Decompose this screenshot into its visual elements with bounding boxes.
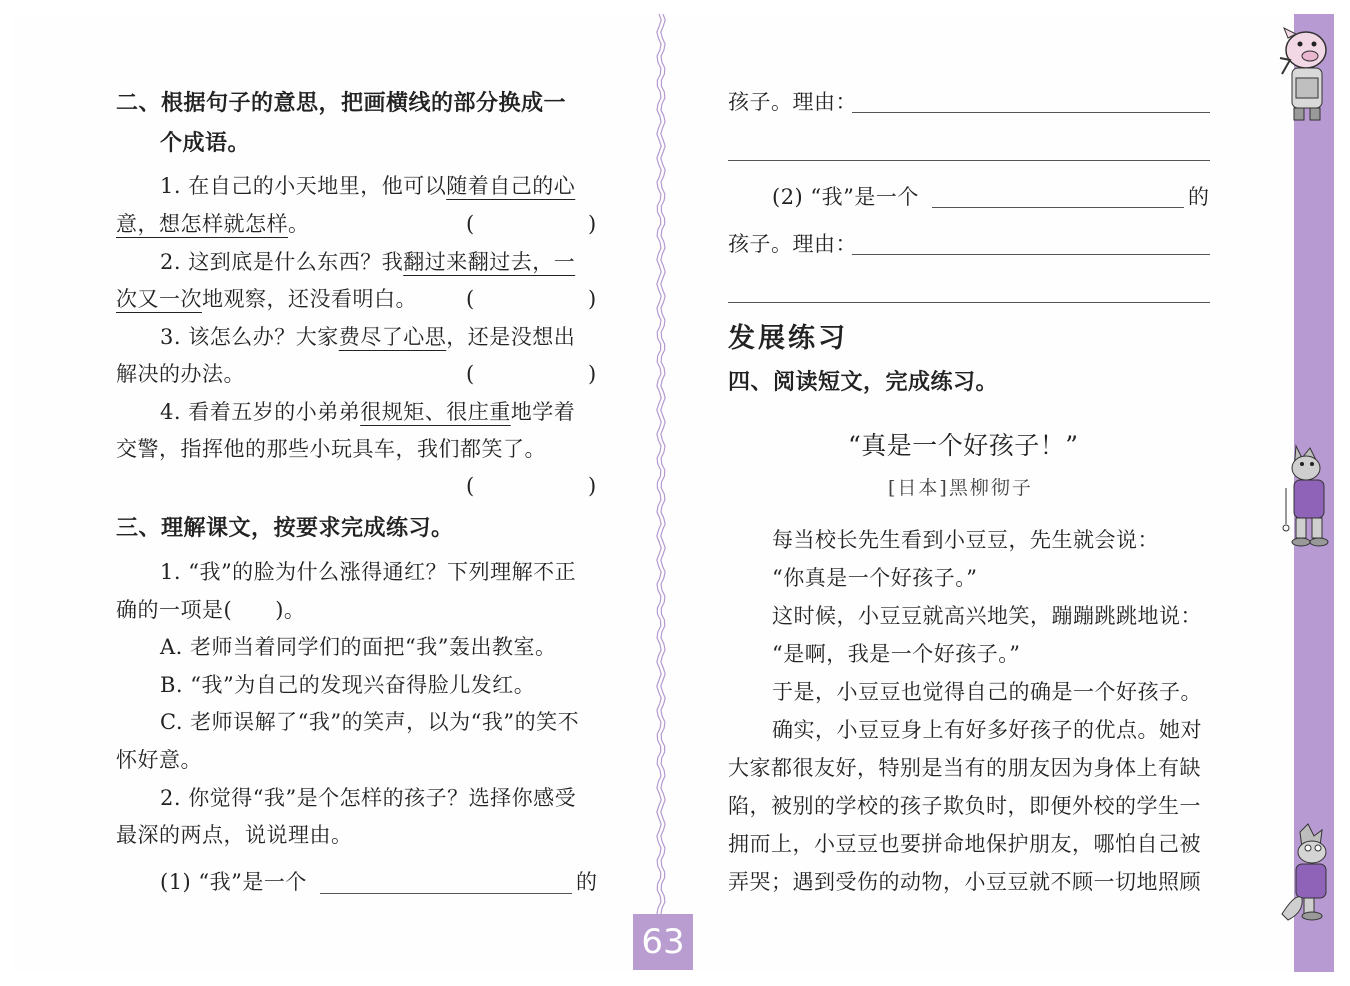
page-number: 63 [633, 914, 693, 970]
q3-line-2: 解决的办法。 [116, 362, 245, 386]
q2-answer-field[interactable] [478, 283, 586, 313]
story-p6-line-5: 弄哭；遇到受伤的动物，小豆豆就不顾一切地照顾 [728, 870, 1201, 894]
q1-answer-close: ) [588, 212, 597, 236]
q1-line-2: 意，想怎样就怎样。 [116, 212, 310, 236]
story-p6-line-3: 陷，被别的学校的孩子欺负时，即便外校的学生一 [728, 794, 1201, 818]
q1-answer-field[interactable] [478, 208, 586, 238]
section-2-title: 二、根据句子的意思，把画横线的部分换成一 [116, 91, 567, 116]
s3-q1-line-1: 1. “我”的脸为什么涨得通红？下列理解不正 [160, 560, 577, 584]
q3-answer-open: ( [466, 362, 475, 386]
reason-1-blank-a[interactable] [852, 112, 1210, 113]
q4-answer-close: ) [588, 474, 597, 498]
q4-answer-field[interactable] [478, 470, 586, 500]
q2-line-1: 2. 这到底是什么东西？我翻过来翻过去，一 [160, 250, 576, 274]
development-heading: 发展练习 [728, 323, 848, 354]
s3-q2-2-prompt: (2) “我”是一个 [772, 185, 919, 209]
q4-answer-open: ( [466, 474, 475, 498]
s3-q2-line-2: 最深的两点，说说理由。 [116, 823, 353, 847]
fox-mascot-icon [1278, 822, 1338, 922]
story-p1: 每当校长先生看到小豆豆，先生就会说： [772, 528, 1159, 552]
q3-answer-field[interactable] [478, 358, 586, 388]
reason-label-1: 孩子。理由： [728, 90, 857, 114]
option-a: A. 老师当着同学们的面把“我”轰出教室。 [160, 635, 557, 659]
story-p5: 于是，小豆豆也觉得自己的确是一个好孩子。 [772, 680, 1202, 704]
reason-2-blank-b[interactable] [728, 302, 1210, 303]
wolf-mascot-icon [1276, 440, 1340, 550]
reason-1-blank-b[interactable] [728, 160, 1210, 161]
s3-q2-2-suffix: 的 [1188, 185, 1210, 209]
s3-q2-line-1: 2. 你觉得“我”是个怎样的孩子？选择你感受 [160, 786, 577, 810]
q4-line-2: 交警，指挥他的那些小玩具车，我们都笑了。 [116, 437, 546, 461]
story-p6-line-1: 确实，小豆豆身上有好多好孩子的优点。她对 [772, 718, 1202, 742]
reason-label-2: 孩子。理由： [728, 232, 857, 256]
wavy-fold-line [654, 14, 668, 972]
option-c-line-1: C. 老师误解了“我”的笑声，以为“我”的笑不 [160, 710, 580, 734]
q2-answer-open: ( [466, 287, 475, 311]
reason-2-blank-a[interactable] [852, 254, 1210, 255]
section-3-title: 三、理解课文，按要求完成练习。 [116, 516, 454, 541]
story-p4: “是啊，我是一个好孩子。” [772, 642, 1021, 666]
q2-line-2: 次又一次地观察，还没看明白。 [116, 287, 417, 311]
q3-answer-close: ) [588, 362, 597, 386]
section-4-title: 四、阅读短文，完成练习。 [728, 370, 999, 395]
q3-line-1: 3. 该怎么办？大家费尽了心思，还是没想出 [160, 325, 576, 349]
s3-q1-line-2: 确的一项是( )。 [116, 598, 306, 622]
s3-q2-2-blank[interactable] [932, 207, 1184, 208]
pig-mascot-icon [1272, 24, 1336, 124]
story-title: “真是一个好孩子！” [848, 431, 1079, 460]
q1-answer-open: ( [466, 212, 475, 236]
section-2-title-cont: 个成语。 [160, 131, 251, 156]
story-p2: “你真是一个好孩子。” [772, 566, 978, 590]
q1-line-1: 1. 在自己的小天地里，他可以随着自己的心 [160, 174, 576, 198]
s3-q2-1-suffix: 的 [576, 870, 598, 894]
story-author: [日本]黑柳彻子 [888, 477, 1033, 499]
story-p6-line-2: 大家都很友好，特别是当有的朋友因为身体上有缺 [728, 756, 1201, 780]
option-b: B. “我”为自己的发现兴奋得脸儿发红。 [160, 673, 536, 697]
q4-line-1: 4. 看着五岁的小弟弟很规矩、很庄重地学着 [160, 400, 576, 424]
s3-q2-1-blank[interactable] [320, 893, 572, 894]
s3-q2-1-prompt: (1) “我”是一个 [160, 870, 307, 894]
story-p3: 这时候，小豆豆就高兴地笑，蹦蹦跳跳地说： [772, 604, 1202, 628]
option-c-line-2: 怀好意。 [116, 748, 202, 772]
q2-answer-close: ) [588, 287, 597, 311]
story-p6-line-4: 拥而上，小豆豆也要拼命地保护朋友，哪怕自己被 [728, 832, 1201, 856]
